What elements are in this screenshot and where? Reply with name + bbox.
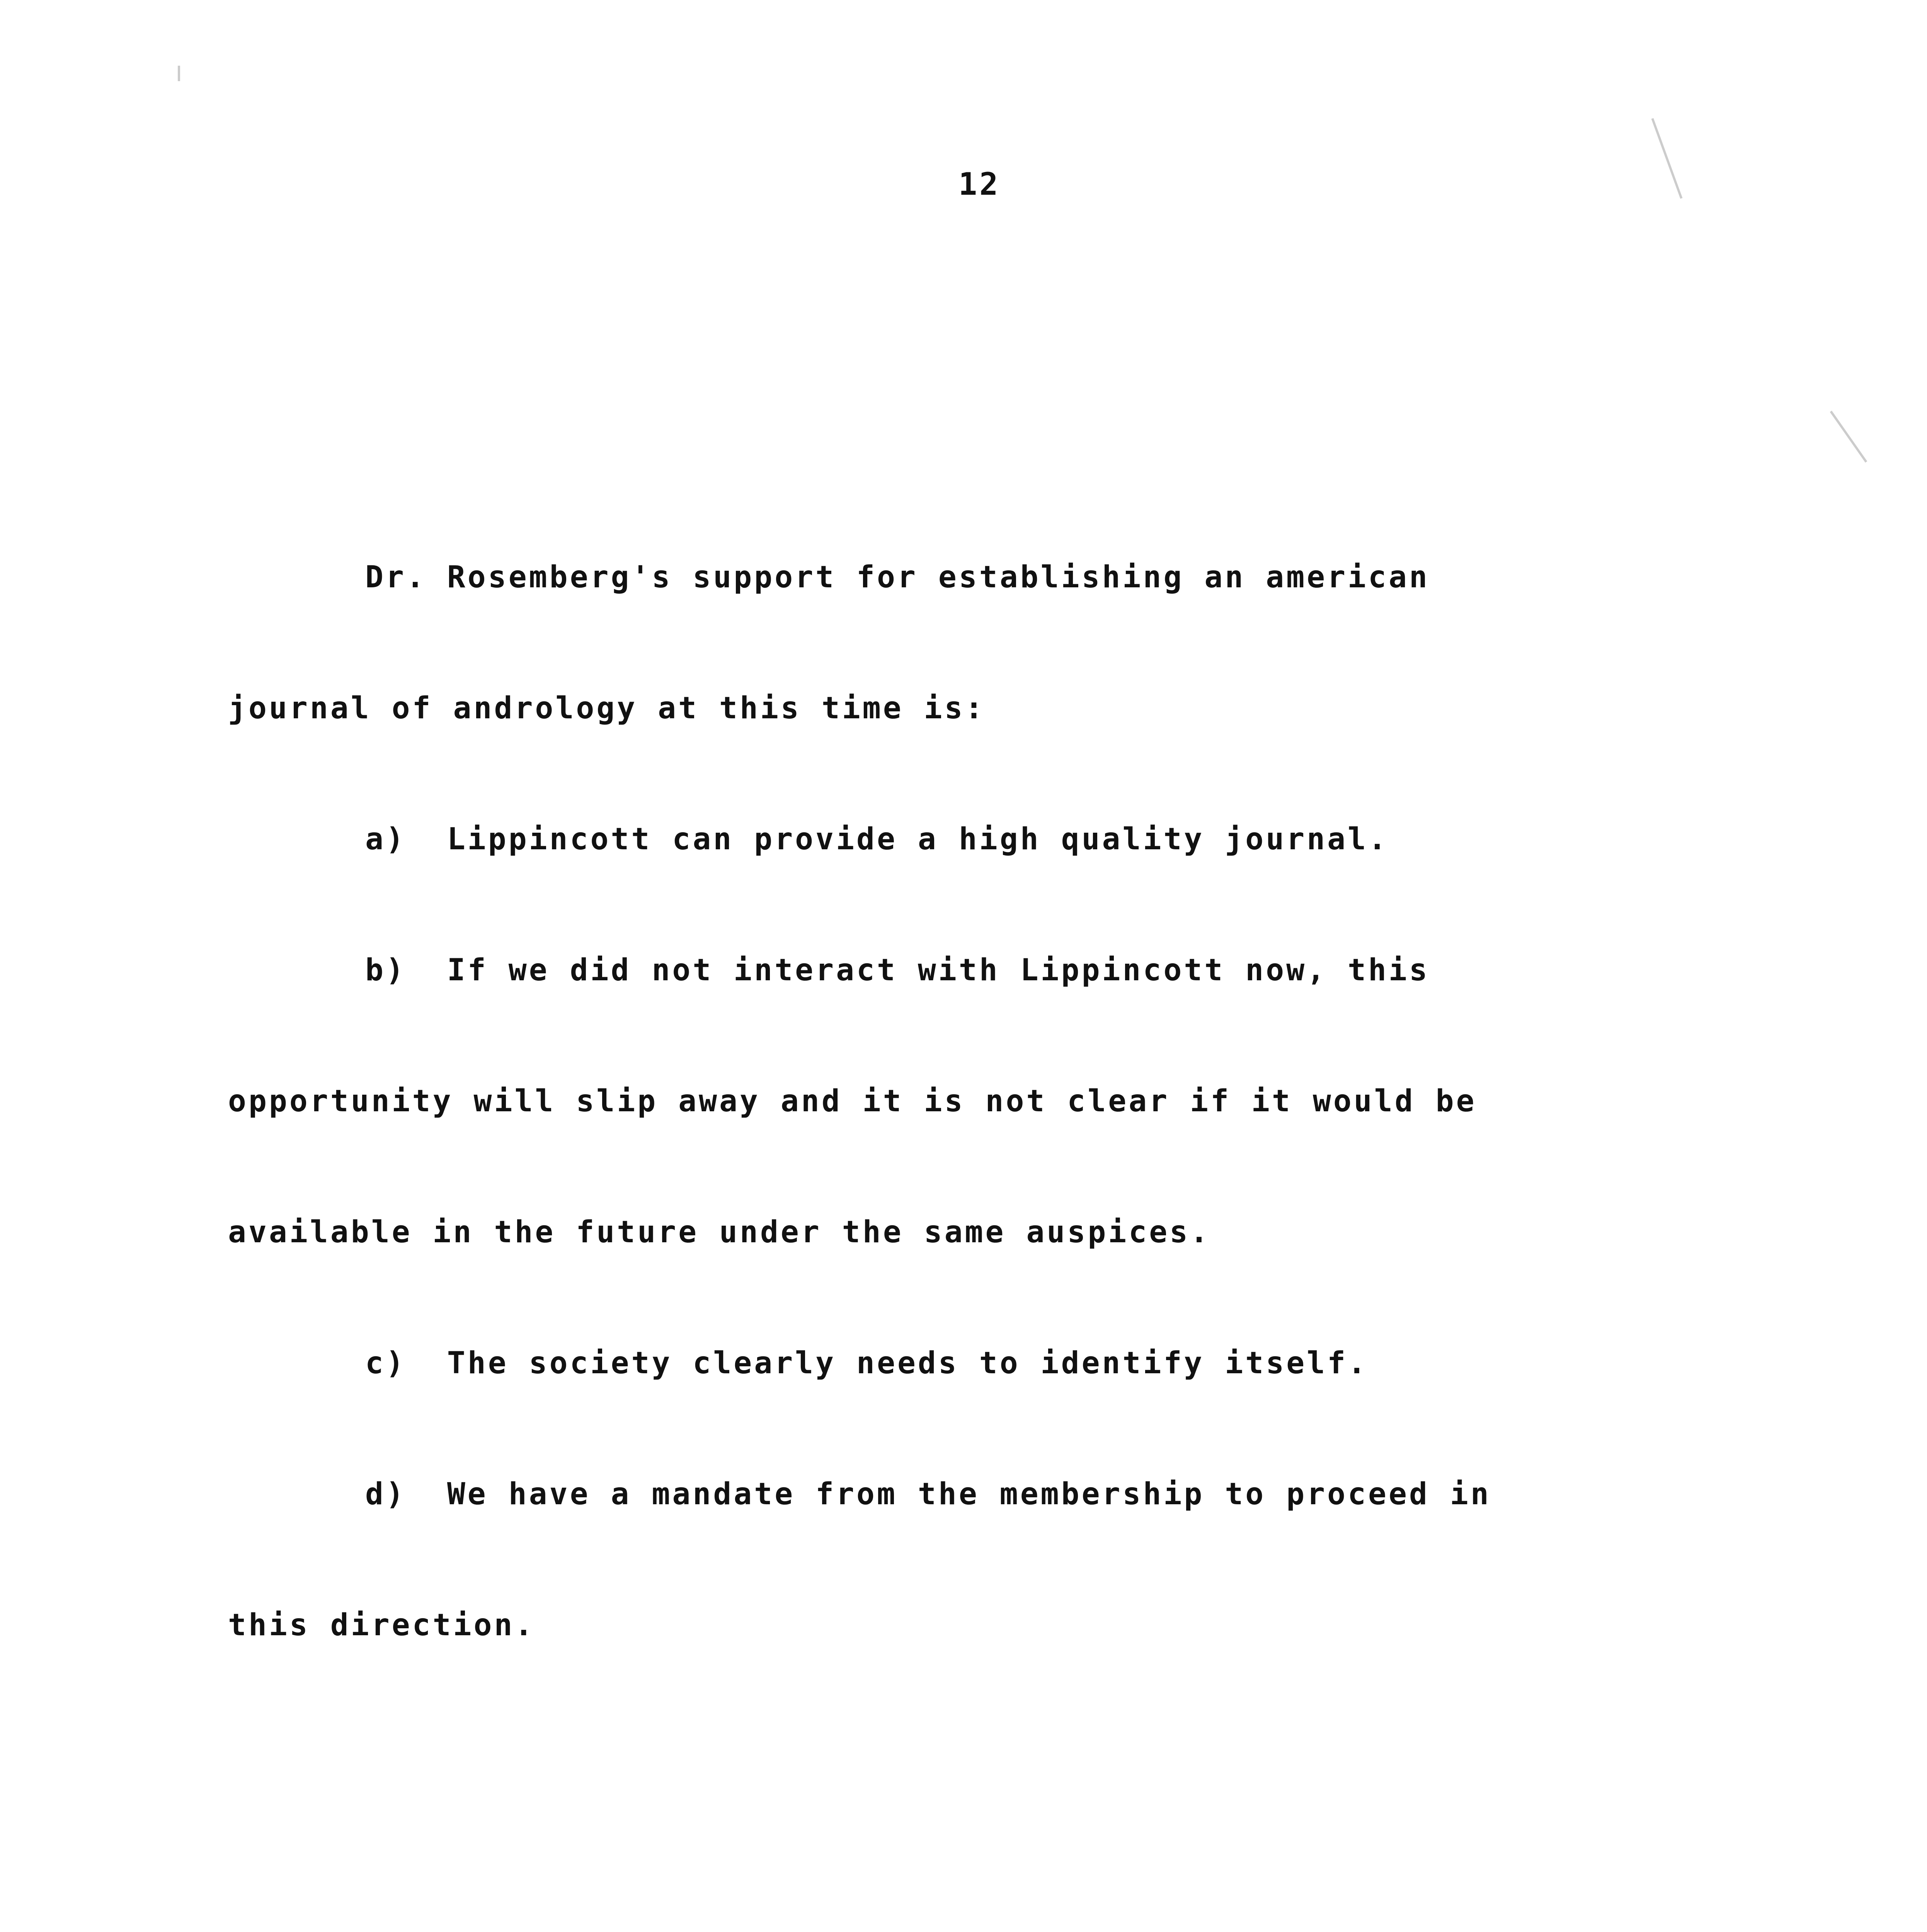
text-line: journal of andrology at this time is:	[228, 691, 986, 726]
page-number: 12	[958, 166, 1001, 202]
list-item-b: b) If we did not interact with Lippincott now, this	[365, 953, 1430, 988]
paragraph-gap	[228, 1866, 1743, 1909]
text-line: Dr. Rosemberg's support for establishing an american	[365, 560, 1430, 595]
scan-artifact	[1651, 118, 1683, 199]
text-line: available in the future under the same auspices.	[228, 1215, 1211, 1250]
list-item-d: d) We have a mandate from the membership to proceed in	[365, 1477, 1491, 1512]
text-line: opportunity will slip away and it is not clear if it would be	[228, 1084, 1477, 1119]
paragraph-rosemberg-support	[228, 468, 1743, 1735]
text-line: this direction.	[228, 1608, 535, 1643]
scan-artifact	[178, 66, 180, 81]
document-body	[228, 294, 1743, 1932]
list-item-a: a) Lippincott can provide a high quality journal.	[365, 822, 1389, 857]
scan-artifact	[1830, 411, 1867, 463]
list-item-c: c) The society clearly needs to identify itself.	[365, 1346, 1369, 1381]
